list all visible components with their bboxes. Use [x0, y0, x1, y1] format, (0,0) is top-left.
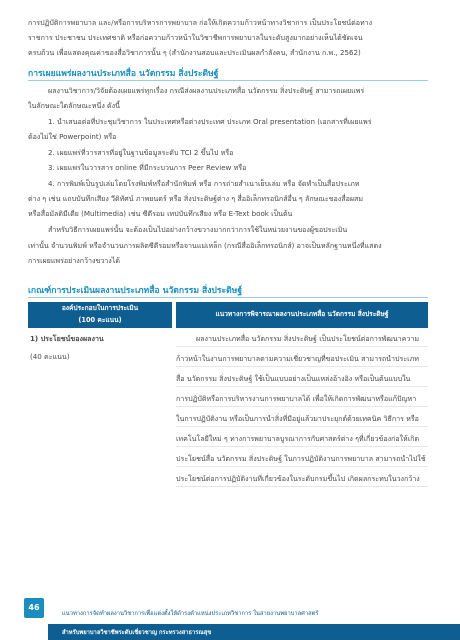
table-row-divider	[176, 446, 428, 447]
footer-subtitle: สำหรับพยาบาลวิชาชีพระดับเชี่ยวชาญ กระทรวงสาธารณสุข	[62, 630, 212, 636]
list-item-4: 4. การพิมพ์เป็นรูปเล่มโดยโรงพิมพ์หรือสำนักพิมพ์ หรือ การถ่ายสำเนาเย็บเล่ม หรือ จัดทำเป็นสื่อประเภท	[48, 179, 360, 188]
table-row-divider	[176, 426, 428, 427]
table-row-1-text-line-2: ก้าวหน้าในงานการพยาบาลตามความเชี่ยวชาญที่ขอประเมิน สามารถนำประเภท	[176, 354, 419, 363]
table-header-col-1-line-2: (100 คะแนน)	[78, 316, 122, 324]
table-row-1-text-line-3: สื่อ นวัตกรรม สิ่งประดิษฐ์ ใช้เป็นแบบอย่างเป็นแหล่งอ้างอิง หรือเป็นต้นแบบใน	[176, 374, 411, 383]
list-item-1: 1. นำเสนอต่อที่ประชุมวิชาการ ในประเทศหรือต่างประเทศ ประเภท Oral presentation (เอกสารที่เผยแพร่	[48, 117, 372, 126]
table-row-1-text-line-5: ในการปฏิบัติงาน หรือเป็นการนำสิ่งที่มีอยู่แล้วมาประยุกต์ด้วยเทคนิค วิธีการ หรือ	[176, 414, 419, 423]
section-1-para2-line-3: การเผยแพร่อย่างกว้างขวางได้	[28, 256, 120, 265]
list-item-1-cont: ต้องไม่ใช่ Powerpoint) หรือ	[28, 132, 117, 141]
table-row-divider	[176, 486, 428, 487]
list-item-4-cont-2: หรือสื่อมัลติมีเดีย (Multimedia) เช่น ซีดีรอม เทปบันทึกเสียง หรือ E-Text book เป็นต้น	[28, 209, 293, 218]
table-row-divider	[176, 366, 428, 367]
section-1-heading: การเผยแพร่ผลงานประเภทสื่อ นวัตกรรม สิ่งประดิษฐ์	[28, 69, 219, 79]
table-row-1-text-line-6: เทคโนโลยีใหม่ ๆ ทางการพยาบาลบูรณาการกับศาสตร์ต่าง ๆที่เกี่ยวข้องก่อให้เกิด	[176, 434, 420, 443]
page-number: 46	[24, 598, 44, 618]
table-row-divider	[176, 466, 428, 467]
section-2-heading: เกณฑ์การประเมินผลงานประเภทสื่อ นวัตกรรม สิ่งประดิษฐ์	[28, 286, 243, 296]
section-1-para-line-1: ผลงานวิชาการ/วิจัยต้องเผยแพร่ทุกเรื่อง กรณีส่งผลงานประเภทสื่อ นวัตกรรม สิ่งประดิษฐ์ สามารถเผยแพร่	[48, 86, 365, 95]
table-row-1-text-line-4: การปฏิบัติหรือการบริหารงานการพยาบาลได้ เพื่อให้เกิดการพัฒนาหรือแก้ปัญหา	[176, 394, 417, 403]
table-row-divider	[176, 386, 428, 387]
section-2-underline	[28, 297, 428, 298]
table-row-divider	[176, 346, 428, 347]
intro-line-1: การปฏิบัติการพยาบาล และ/หรือการบริหารการพยาบาล ก่อให้เกิดความก้าวหน้าทางวิชาการ เป็นประโยชน์ต่อทาง	[28, 18, 373, 27]
list-item-4-cont-1: ต่าง ๆ เช่น แถบบันทึกเสียง วีดิทัศน์ ภาพยนตร์ หรือ สิ่งประดิษฐ์ต่าง ๆ สื่ออิเล็กทรอนิกส์อื่น ๆ ลักษณะของสื่อผสม	[28, 194, 364, 203]
table-row-1-text-line-8: ประโยชน์ต่อการปฏิบัติงานที่เกี่ยวข้องในระดับกรมขึ้นไป เกิดผลกระทบในวงกว้าง	[176, 474, 420, 483]
table-row-1-text-line-1: ผลงานประเภทสื่อ นวัตกรรม สิ่งประดิษฐ์ เป็นประโยชน์ต่อการพัฒนาความ	[196, 334, 419, 343]
section-1-underline	[28, 80, 428, 81]
section-1-para-line-2: ในลักษณะใดลักษณะหนึ่ง ดังนี้	[28, 101, 120, 110]
table-row-divider	[176, 406, 428, 407]
section-1-para2-line-1: สำหรับวิธีการเผยแพร่นั้น จะต้องเป็นไปอย่างกว้างขวางมากกว่าการใช้ในหน่วยงานของผู้ขอประเมิน	[48, 225, 348, 234]
section-1-para2-line-2: เท่านั้น จำนวนพิมพ์ หรือจำนวนการผลิตซีดีรอมหรือจานแม่เหล็ก (กรณีสื่ออิเล็กทรอนิกส์) อาจเป็นหลักฐานหนึ่งที่แสดง	[28, 241, 382, 250]
intro-line-2: ราชการ ประชาชน ประเทศชาติ หรือก่อความก้าวหน้าในวิชาชีพการพยาบาลในระดับสูงมากอย่างเห็นได้ชัดเจน	[28, 33, 363, 42]
table-header-col-2-label: แนวทางการพิจารณาผลงานประเภทสื่อ นวัตกรรม สิ่งประดิษฐ์	[215, 310, 389, 318]
footer-title: แนวทางการจัดทำผลงานวิชาการเพื่อแต่งตั้งให้ดำรงตำแหน่งประเภทวิชาการ ในสายงานพยาบาลศาสตร์	[62, 611, 319, 617]
table-row-1-criterion: 1) ประโยชน์ของผลงาน	[30, 334, 104, 343]
intro-line-3: ครบถ้วน เพื่อแสดงคุณค่าของสื่อวิชาการนั้น ๆ (สำนักงานสอบและประเมินผลกำลังคน, สำนักงาน ก.พ., 2562)	[28, 48, 361, 57]
table-row-1-text-line-7: ประโยชน์สื่อ นวัตกรรม สิ่งประดิษฐ์ ในการปฏิบัติงานการพยาบาล สามารถนำไปใช้	[176, 454, 426, 463]
table-row-1-score: (40 คะแนน)	[30, 352, 70, 361]
list-item-3: 3. เผยแพร่ในวารสาร online ที่มีกระบวนการ Peer Review หรือ	[48, 163, 247, 172]
table-header-col-1-line-1: องค์ประกอบในการประเมิน	[61, 304, 139, 312]
list-item-2: 2. เผยแพร่ที่วารสารที่อยู่ในฐานข้อมูลระดับ TCI 2 ขึ้นไป หรือ	[48, 148, 234, 157]
